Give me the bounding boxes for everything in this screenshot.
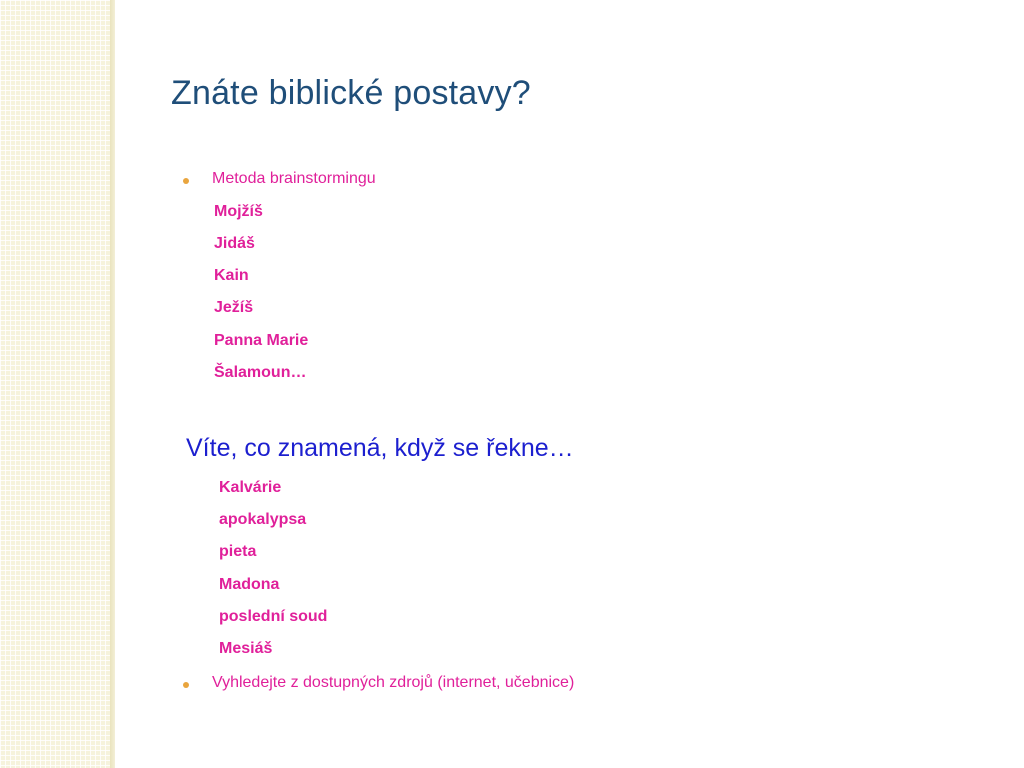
term-item: apokalypsa [219, 511, 307, 528]
name-item: Mojžíš [214, 203, 263, 220]
term-item: Madona [219, 576, 280, 593]
name-item: Panna Marie [214, 332, 309, 349]
decorative-side-edge [110, 0, 115, 768]
bullet-item-method: Metoda brainstormingu [212, 170, 376, 187]
term-item: Mesiáš [219, 640, 273, 657]
decorative-side-pattern [0, 0, 110, 768]
subheading: Víte, co znamená, když se řekne… [186, 434, 574, 462]
bullet-dot-icon [183, 178, 189, 184]
name-item: Ježíš [214, 299, 254, 316]
term-item: Kalvárie [219, 479, 282, 496]
term-item: poslední soud [219, 608, 328, 625]
bullet-item-search: Vyhledejte z dostupných zdrojů (internet, učebnice) [212, 674, 575, 691]
slide-title: Znáte biblické postavy? [171, 74, 531, 112]
name-item: Šalamoun… [214, 364, 307, 381]
term-item: pieta [219, 543, 257, 560]
bullet-dot-icon [183, 682, 189, 688]
name-item: Kain [214, 267, 249, 284]
name-item: Jidáš [214, 235, 255, 252]
